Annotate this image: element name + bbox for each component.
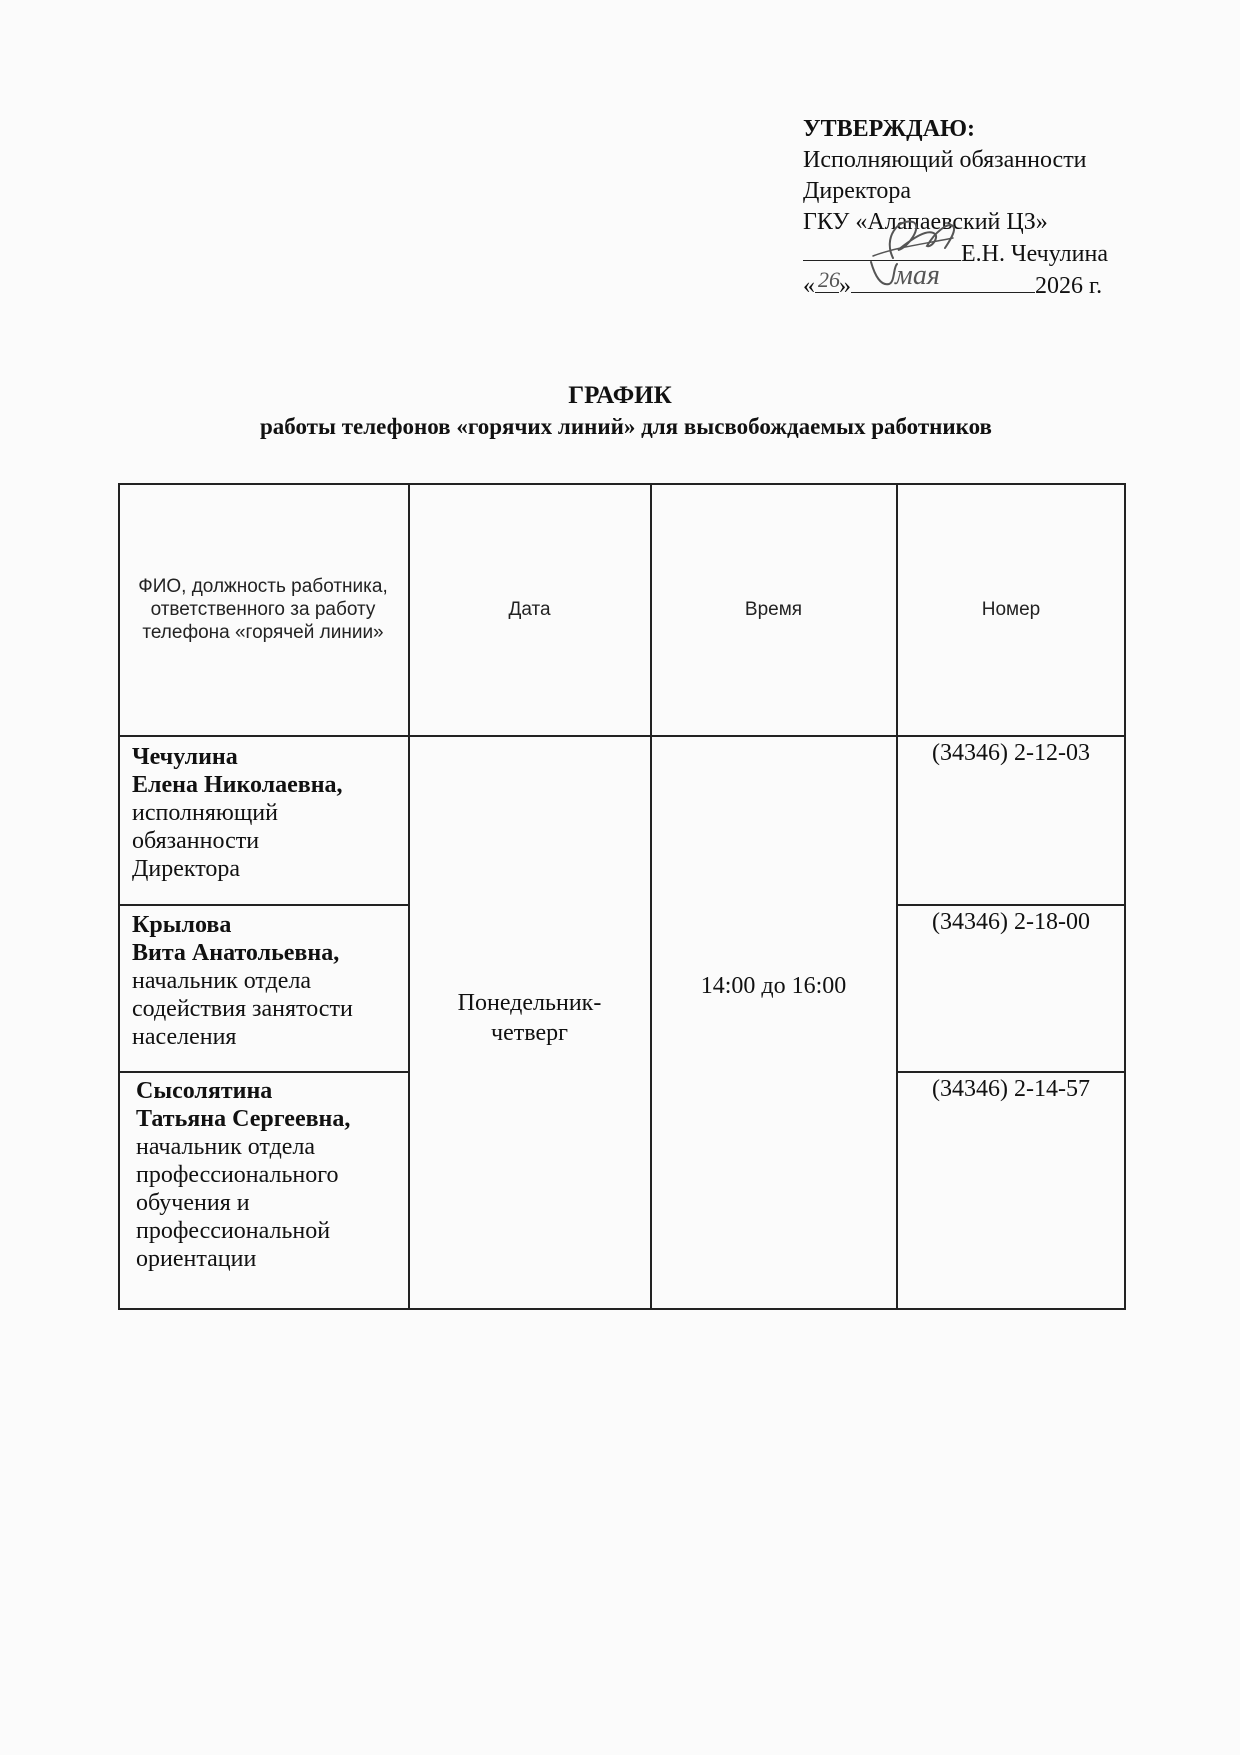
date-month-field bbox=[851, 260, 1035, 293]
date-value bbox=[409, 988, 650, 1048]
phone-number: (34346) 2-14-57 bbox=[932, 1076, 1090, 1102]
person-position-line: обучения и bbox=[136, 1190, 250, 1216]
approval-block bbox=[803, 114, 1155, 302]
person-position-line: профессиональной bbox=[136, 1218, 331, 1244]
signature-underline bbox=[803, 238, 961, 261]
table-row-divider bbox=[118, 1071, 409, 1073]
table-row-divider bbox=[896, 904, 1126, 906]
person-surname: Чечулина bbox=[132, 744, 238, 770]
header-number: Номер bbox=[981, 598, 1041, 620]
header-date: Дата bbox=[508, 598, 551, 620]
table-border-left bbox=[118, 483, 120, 1309]
header-responsible-person: ФИО, должность работника, ответственного за работу телефона «горячей линии» bbox=[138, 575, 388, 643]
date-month-handwritten: мая bbox=[895, 260, 940, 291]
date-close-quote: » bbox=[839, 273, 851, 299]
person-position-line: обязанности bbox=[132, 828, 260, 854]
person-position-line: начальник отдела bbox=[132, 968, 312, 994]
approval-position-line: Директора bbox=[803, 178, 912, 204]
approval-signature-line bbox=[803, 238, 1155, 270]
date-day-field bbox=[815, 267, 840, 293]
date-value-line: четверг bbox=[491, 1020, 568, 1046]
approval-position-line: Исполняющий обязанности bbox=[803, 147, 1087, 173]
approval-date-line bbox=[803, 260, 1155, 302]
time-value: 14:00 до 16:00 bbox=[700, 973, 847, 999]
person-position-line: исполняющий bbox=[132, 800, 278, 826]
person-surname: Крылова bbox=[132, 912, 232, 938]
table-row bbox=[132, 911, 412, 1051]
date-day-handwritten: 26 bbox=[818, 267, 840, 292]
date-open-quote: « bbox=[803, 273, 815, 299]
table-header-divider bbox=[118, 735, 1126, 737]
table-border-bottom bbox=[118, 1308, 1126, 1310]
phone-number: (34346) 2-18-00 bbox=[932, 909, 1090, 935]
table-row-divider bbox=[896, 1071, 1126, 1073]
person-surname: Сысолятина bbox=[136, 1078, 273, 1104]
person-name: Татьяна Сергеевна, bbox=[136, 1106, 351, 1132]
person-position-line: ориентации bbox=[136, 1246, 257, 1272]
date-value-line: Понедельник- bbox=[457, 990, 602, 1016]
table-row bbox=[136, 1077, 416, 1273]
person-name: Елена Николаевна, bbox=[132, 772, 343, 798]
date-year: 2026 г. bbox=[1035, 273, 1103, 299]
person-position-line: Директора bbox=[132, 856, 241, 882]
person-position-line: начальник отдела bbox=[136, 1134, 316, 1160]
header-time: Время bbox=[744, 598, 803, 620]
table-row bbox=[132, 743, 412, 883]
phone-number: (34346) 2-12-03 bbox=[932, 740, 1090, 766]
approval-heading: УТВЕРЖДАЮ: bbox=[803, 116, 976, 142]
document-title: ГРАФИК bbox=[568, 382, 672, 409]
person-name: Вита Анатольевна, bbox=[132, 940, 340, 966]
person-position-line: населения bbox=[132, 1024, 237, 1050]
document-subtitle: работы телефонов «горячих линий» для высвобождаемых работников bbox=[260, 414, 992, 439]
approval-organization: ГКУ «Алапаевский ЦЗ» bbox=[803, 209, 1048, 235]
signer-name: Е.Н. Чечулина bbox=[961, 241, 1108, 267]
person-position-line: профессионального bbox=[136, 1162, 339, 1188]
person-position-line: содействия занятости bbox=[132, 996, 353, 1022]
table-row-divider bbox=[118, 904, 409, 906]
